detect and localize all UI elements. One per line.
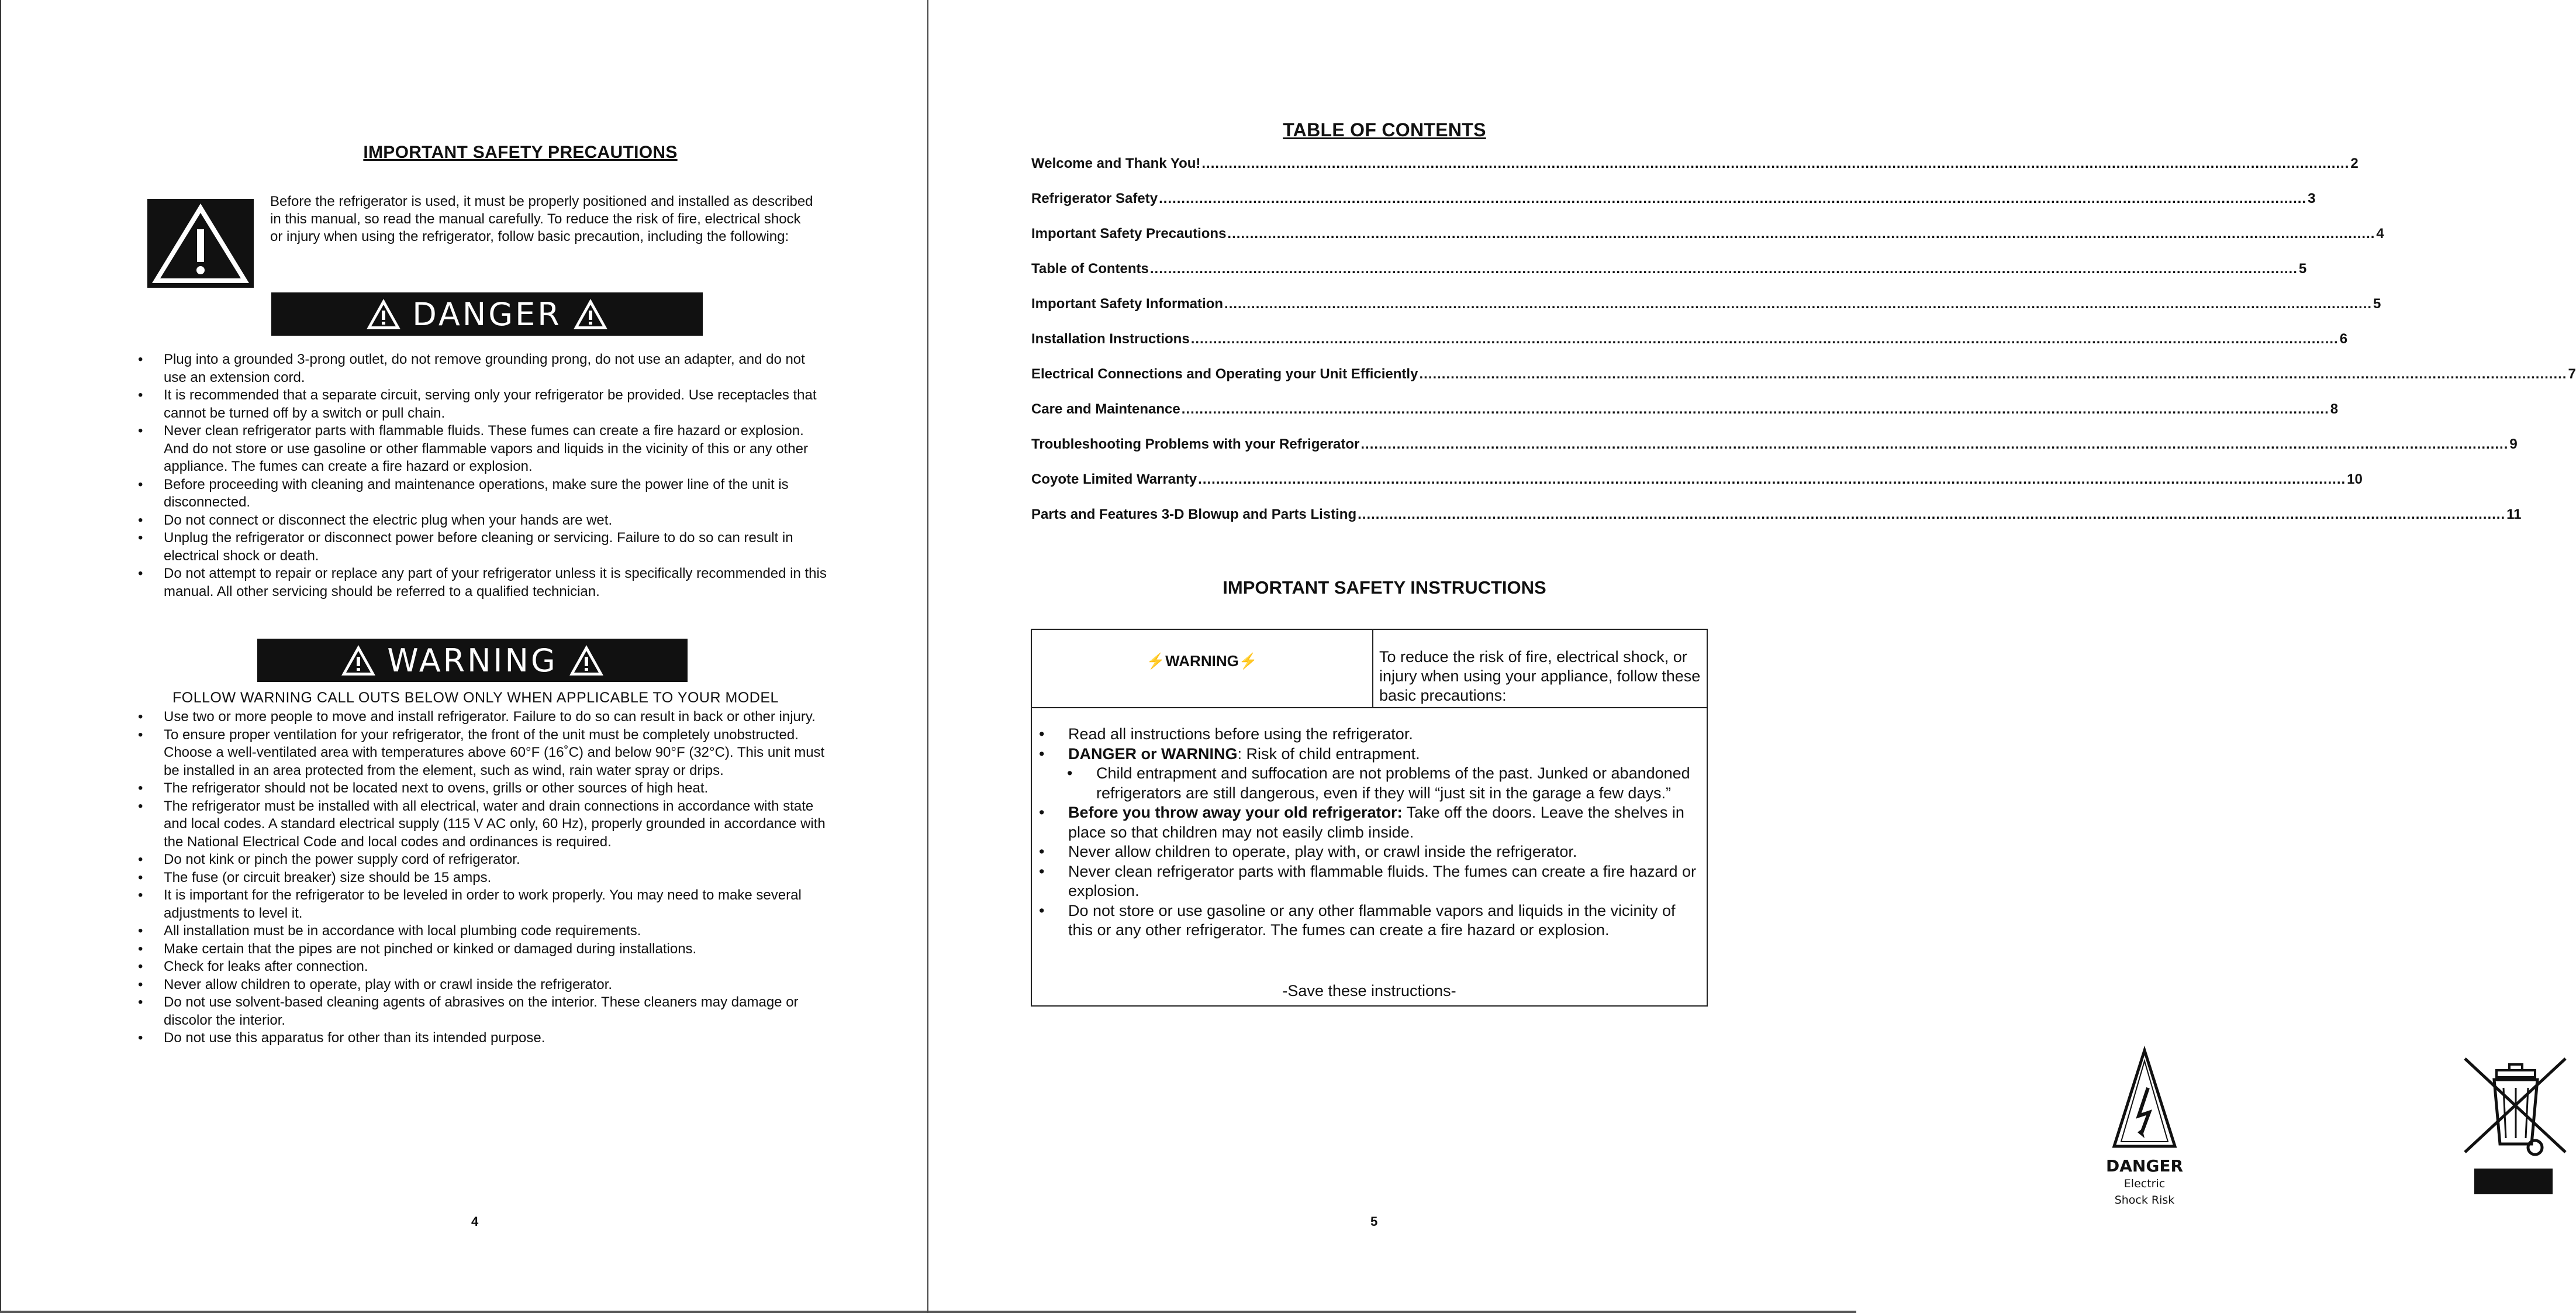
list-item: • It is recommended that a separate circuit, serving only your refrigerator be provided. Use receptacles that cannot be turned off by a switch or pull chain.	[138, 387, 828, 422]
toc-title: TABLE OF CONTENTS	[1283, 119, 1486, 140]
toc-page: 11	[2506, 506, 2522, 522]
list-item: • The fuse (or circuit breaker) size should be 15 amps.	[138, 869, 828, 887]
electric-shock-icon	[2109, 1047, 2180, 1152]
list-item: • Make certain that the pipes are not pinched or kinked or damaged during installations.	[138, 940, 828, 959]
page-number: 5	[1370, 1214, 1378, 1229]
list-item: • Never allow children to operate, play with or crawl inside the refrigerator.	[138, 976, 828, 994]
warning-banner-label: WARNING	[387, 642, 558, 679]
toc-page: 10	[2347, 471, 2363, 487]
list-item: • Plug into a grounded 3-prong outlet, do not remove grounding prong, do not use an adapter, and do not use an extension cord.	[138, 351, 828, 387]
toc-row[interactable]	[1031, 223, 2384, 242]
list-item: • Do not use this apparatus for other than its intended purpose.	[138, 1029, 828, 1047]
list-item: • The refrigerator must be installed with all electrical, water and drain connections in accordance with state and local codes. A standard electrical supply (115 V AC only, 60 Hz), properly grounded in accordance with the National Electrical Code and local codes and ordinances is required.	[138, 798, 828, 852]
toc-label: Important Safety Precautions	[1031, 226, 1227, 242]
toc-leader	[1191, 331, 2339, 347]
toc-leader	[1360, 436, 2508, 453]
instructions-title: IMPORTANT SAFETY INSTRUCTIONS	[1223, 577, 1546, 598]
item-emphasis: Before you throw away your old refrigerator:	[1068, 804, 1403, 821]
electric-shock-danger-sign	[2092, 1047, 2197, 1207]
toc-page: 6	[2339, 331, 2348, 347]
toc-label: Welcome and Thank You!	[1031, 156, 1201, 171]
warning-list	[138, 708, 828, 1047]
toc-leader	[1182, 401, 2329, 418]
toc-leader	[1198, 471, 2346, 488]
toc-label: Electrical Connections and Operating your Unit Efficiently	[1031, 366, 1418, 382]
weee-crossed-bin-icon	[2460, 1053, 2571, 1193]
list-item: • Read all instructions before using the refrigerator.	[1032, 725, 1698, 745]
danger-list	[138, 351, 828, 601]
toc-label: Installation Instructions	[1031, 331, 1190, 347]
list-item: • All installation must be in accordance with local plumbing code requirements.	[138, 922, 828, 940]
lightning-icon: ⚡	[1146, 652, 1166, 670]
weee-bar	[2474, 1169, 2553, 1194]
list-item: • Do not connect or disconnect the electric plug when your hands are wet.	[138, 512, 828, 530]
left-page	[0, 0, 927, 1313]
item-text: : Risk of child entrapment.	[1237, 745, 1420, 763]
list-item: • Do not store or use gasoline or any other flammable vapors and liquids in the vicinity of this or any other refrigerator. The fumes can create a fire hazard or explosion.	[1032, 901, 1698, 940]
toc-label: Refrigerator Safety	[1031, 191, 1158, 206]
toc-page: 9	[2509, 436, 2518, 452]
box-warning-text: To reduce the risk of fire, electrical shock, or injury when using your appliance, follow these basic precautions:	[1379, 648, 1701, 704]
intro-text: Before the refrigerator is used, it must be properly positioned and installed as described in this manual, so read the manual carefully. To reduce the risk of fire, electrical shock or injury when using the refrigerator, follow basic precaution, including the following:	[270, 194, 813, 244]
list-item: • Unplug the refrigerator or disconnect power before cleaning or servicing. Failure to do so can result in electrical shock or death.	[138, 529, 828, 565]
toc-row[interactable]	[1031, 469, 2363, 488]
page-title: IMPORTANT SAFETY PRECAUTIONS	[363, 143, 678, 162]
toc-leader	[1358, 506, 2505, 523]
toc-page: 7	[2568, 366, 2576, 382]
toc-page: 8	[2330, 401, 2339, 417]
toc-leader	[1201, 156, 2349, 172]
toc-page: 5	[2373, 296, 2381, 312]
toc-row[interactable]	[1031, 188, 2316, 207]
box-warning-label	[1032, 652, 1372, 670]
warning-triangle-icon	[572, 298, 609, 330]
toc-page: 3	[2308, 191, 2316, 206]
toc-leader	[1159, 191, 2306, 207]
toc-row[interactable]	[1031, 153, 2359, 172]
safety-instructions-box	[1031, 629, 1708, 1007]
lightning-icon: ⚡	[1238, 652, 1258, 670]
warning-triangle-icon	[568, 644, 605, 677]
danger-sign-line1: Electric	[2123, 1177, 2166, 1190]
list-item: • It is important for the refrigerator to be leveled in order to work properly. You may need to make several adjustments to level it.	[138, 887, 828, 922]
toc-leader	[1227, 226, 2375, 242]
right-page	[928, 0, 2576, 1313]
list-item	[1032, 803, 1698, 842]
item-emphasis: DANGER or WARNING	[1068, 745, 1238, 763]
list-item: • Check for leaks after connection.	[138, 958, 828, 976]
danger-sign-word: DANGER	[2105, 1156, 2183, 1176]
instructions-list	[1032, 725, 1698, 940]
list-item: • Use two or more people to move and install refrigerator. Failure to do so can result in back or other injury.	[138, 708, 828, 726]
danger-sign-line2: Shock Risk	[2114, 1194, 2175, 1207]
list-item: • Do not attempt to repair or replace any part of your refrigerator unless it is specifically recommended in this manual. All other servicing should be referred to a qualified technician.	[138, 565, 828, 601]
toc-row[interactable]	[1031, 364, 2576, 382]
sub-list-item: • Child entrapment and suffocation are not problems of the past. Junked or abandoned refrigerators are still dangerous, even if they will “just sit in the garage a few days.”	[1032, 764, 1698, 803]
box-warning-word: WARNING	[1165, 652, 1239, 670]
toc-page: 5	[2298, 261, 2307, 277]
toc-row[interactable]	[1031, 504, 2522, 523]
list-item: • The refrigerator should not be located next to ovens, grills or other sources of high heat.	[138, 780, 828, 798]
warning-triangle-icon	[365, 298, 402, 330]
danger-banner-label: DANGER	[412, 295, 562, 333]
toc-row[interactable]	[1031, 294, 2381, 312]
warning-followup-heading: FOLLOW WARNING CALL OUTS BELOW ONLY WHEN APPLICABLE TO YOUR MODEL	[172, 690, 779, 706]
caution-icon	[147, 199, 254, 288]
toc-label: Coyote Limited Warranty	[1031, 471, 1197, 487]
toc-label: Troubleshooting Problems with your Refrigerator	[1031, 436, 1360, 452]
list-item: • Never clean refrigerator parts with flammable fluids. The fumes can create a fire hazard or explosion.	[1032, 862, 1698, 901]
toc-leader	[1224, 296, 2372, 312]
toc-label: Care and Maintenance	[1031, 401, 1180, 417]
toc-row[interactable]	[1031, 329, 2348, 347]
list-item: • To ensure proper ventilation for your refrigerator, the front of the unit must be completely unobstructed. Choose a well-ventilated area with temperatures above 60°F (16˚C) and below 90°F (32°C). This unit must be installed in an area protected from the element, such as wind, rain water spray or drips.	[138, 726, 828, 780]
list-item: • Before proceeding with cleaning and maintenance operations, make sure the power line of the unit is disconnected.	[138, 476, 828, 512]
list-item: • Do not use solvent-based cleaning agents of abrasives on the interior. These cleaners may damage or discolor the interior.	[138, 994, 828, 1029]
danger-banner	[271, 292, 703, 336]
toc-leader	[1150, 261, 2298, 277]
page-number: 4	[471, 1214, 479, 1229]
toc-row[interactable]	[1031, 434, 2518, 453]
box-divider	[1372, 630, 1373, 707]
toc-row[interactable]	[1031, 399, 2339, 418]
toc-leader	[1419, 366, 2567, 382]
warning-triangle-icon	[340, 644, 377, 677]
item-text: Take off the doors. Leave the shelves in place so that children may not easily climb inside.	[1068, 804, 1684, 841]
list-item: • Never clean refrigerator parts with flammable fluids. These fumes can create a fire hazard or explosion. And do not store or use gasoline or other flammable vapors and liquids in the vicinity of this or any other appliance. The fumes can create a fire hazard or explosion.	[138, 422, 828, 476]
toc-page: 2	[2350, 156, 2359, 171]
list-item: • Do not kink or pinch the power supply cord of refrigerator.	[138, 851, 828, 869]
toc-page: 4	[2376, 226, 2384, 242]
toc-label: Table of Contents	[1031, 261, 1149, 277]
save-instructions-note: -Save these instructions-	[1282, 982, 1456, 1000]
toc-label: Important Safety Information	[1031, 296, 1224, 312]
toc-row[interactable]	[1031, 259, 2307, 277]
list-item: • Never allow children to operate, play with, or crawl inside the refrigerator.	[1032, 842, 1698, 862]
list-item	[1032, 745, 1698, 764]
warning-banner	[257, 639, 688, 682]
toc-label: Parts and Features 3-D Blowup and Parts Listing	[1031, 506, 1357, 522]
